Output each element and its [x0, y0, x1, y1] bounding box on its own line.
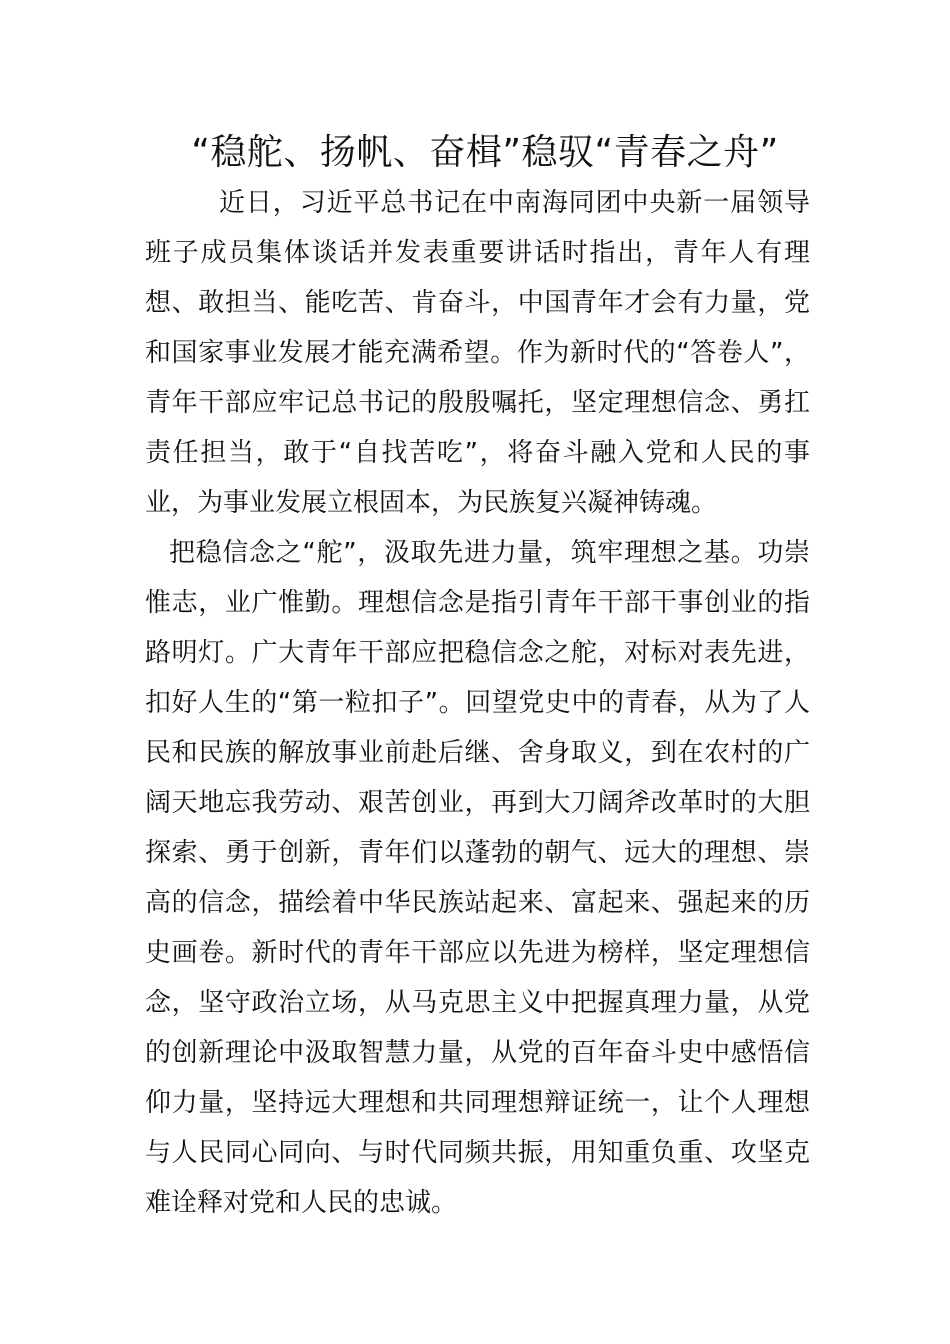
- paragraph-2: 把稳信念之“舵”，汲取先进力量，筑牢理想之基。功崇惟志，业广惟勤。理想信念是指引青年干部干事创业的指路明灯。广大青年干部应把稳信念之舵，对标对表先进，扣好人生的“第一粒扣子”。回望党史中的青春，从为了人民和民族的解放事业前赴后继、舍身取义，到在农村的广阔天地忘我劳动、艰苦创业，再到大刀阔斧改革时的大胆探索、勇于创新，青年们以蓬勃的朝气、远大的理想、崇高的信念，描绘着中华民族站起来、富起来、强起来的历史画卷。新时代的青年干部应以先进为榜样，坚定理想信念，坚守政治立场，从马克思主义中把握真理力量，从党的创新理论中汲取智慧力量，从党的百年奋斗史中感悟信仰力量，坚持远大理想和共同理想辩证统一，让个人理想与人民同心同向、与时代同频共振，用知重负重、攻坚克难诠释对党和人民的忠诚。: [145, 538, 810, 1218]
- paragraph-1: 近日，习近平总书记在中南海同团中央新一届领导班子成员集体谈话并发表重要讲话时指出，青年人有理想、敢担当、能吃苦、肯奋斗，中国青年才会有力量，党和国家事业发展才能充满希望。作为新时代的“答卷人”，青年干部应牢记总书记的殷殷嘱托，坚定理想信念、勇扛责任担当，敢于“自找苦吃”，将奋斗融入党和人民的事业，为事业发展立根固本，为民族复兴凝神铸魂。: [145, 188, 810, 518]
- document-title: “稳舵、扬帆、奋楫”稳驭“青春之舟”: [191, 132, 779, 173]
